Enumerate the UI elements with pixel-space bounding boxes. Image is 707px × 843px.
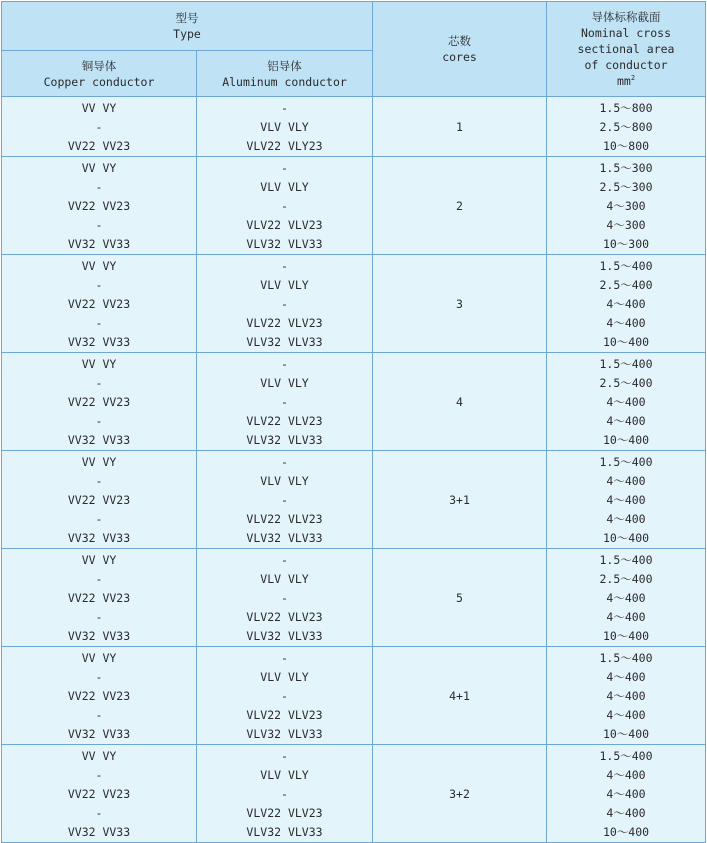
copper-type-cell-line: VV22 VV23 <box>67 199 131 213</box>
aluminum-type-cell-line: VLV VLY <box>260 572 309 586</box>
copper-type-cell <box>2 157 197 255</box>
copper-header <box>2 51 197 97</box>
copper-type-cell-line: VV32 VV33 <box>67 237 131 251</box>
copper-type-cell-line: VV22 VV23 <box>67 139 131 153</box>
copper-type-cell-line: VV22 VV23 <box>67 493 131 507</box>
copper-type-cell <box>2 353 197 451</box>
copper-type-cell <box>2 97 197 157</box>
copper-type-cell-line: - <box>95 414 103 428</box>
aluminum-type-cell-line: - <box>281 199 288 213</box>
copper-type-cell-line: VV VY <box>81 357 117 371</box>
copper-type-cell-line: - <box>95 376 103 390</box>
aluminum-type-cell <box>197 353 373 451</box>
copper-type-cell-line: - <box>95 512 103 526</box>
area-unit-superscript: 2 <box>630 74 636 82</box>
cable-spec-table <box>1 1 706 843</box>
aluminum-type-cell-line: VLV32 VLV33 <box>246 727 323 741</box>
copper-type-cell-line: VV32 VV33 <box>67 531 131 545</box>
area-range-cell <box>547 745 706 843</box>
area-range-cell-line: 4～400 <box>606 787 646 801</box>
aluminum-type-cell-line: VLV VLY <box>260 278 309 292</box>
copper-type-cell-lines <box>2 255 196 352</box>
cores-cell: 3 <box>373 255 547 353</box>
area-range-cell-line: 2.5～400 <box>599 278 653 292</box>
cores-header-zh: 芯数 <box>448 34 472 48</box>
aluminum-type-cell-line: VLV VLY <box>260 376 309 390</box>
area-range-cell-line: 4～400 <box>606 708 646 722</box>
aluminum-type-cell-lines <box>197 647 372 744</box>
aluminum-type-cell <box>197 549 373 647</box>
area-header <box>547 2 706 97</box>
copper-type-cell-line: - <box>95 806 103 820</box>
aluminum-type-cell-line: VLV32 VLV33 <box>246 237 323 251</box>
area-range-cell-line: 1.5～400 <box>599 357 653 371</box>
area-range-cell-lines <box>547 157 705 254</box>
copper-type-cell-line: VV VY <box>81 101 117 115</box>
copper-type-cell-line: VV VY <box>81 553 117 567</box>
area-range-cell-line: 10～400 <box>602 335 650 349</box>
aluminum-type-cell-line: - <box>281 259 288 273</box>
table-body <box>2 97 706 843</box>
area-header-en-3: of conductor <box>584 58 668 72</box>
copper-type-cell-line: VV22 VV23 <box>67 787 131 801</box>
aluminum-type-cell-line: VLV VLY <box>260 474 309 488</box>
area-range-cell-line: 4～400 <box>606 316 646 330</box>
copper-type-cell <box>2 255 197 353</box>
area-range-cell-line: 4～300 <box>606 199 646 213</box>
type-header-zh: 型号 <box>175 11 199 25</box>
copper-type-cell-lines <box>2 353 196 450</box>
copper-header-zh: 铜导体 <box>81 58 117 73</box>
copper-type-cell-line: - <box>95 708 103 722</box>
copper-type-cell-line: VV32 VV33 <box>67 433 131 447</box>
area-range-cell-lines <box>547 451 705 548</box>
area-range-cell-line: 4～400 <box>606 806 646 820</box>
table-row <box>2 451 706 549</box>
area-range-cell <box>547 157 706 255</box>
aluminum-type-cell-line: VLV VLY <box>260 670 309 684</box>
aluminum-type-cell-line: - <box>281 357 288 371</box>
area-range-cell-lines <box>547 255 705 352</box>
area-range-cell-lines <box>547 745 705 842</box>
aluminum-type-cell-lines <box>197 97 372 156</box>
cores-header <box>373 2 547 97</box>
cores-cell: 4+1 <box>373 647 547 745</box>
aluminum-type-cell <box>197 157 373 255</box>
aluminum-type-cell-line: - <box>281 161 288 175</box>
area-range-cell-line: 4～400 <box>606 414 646 428</box>
copper-type-cell-line: VV22 VV23 <box>67 395 131 409</box>
area-range-cell-line: 1.5～300 <box>599 161 653 175</box>
aluminum-type-cell-lines <box>197 549 372 646</box>
aluminum-type-cell-line: - <box>281 787 288 801</box>
copper-header-en: Copper conductor <box>43 74 155 89</box>
aluminum-type-cell-line: - <box>281 553 288 567</box>
aluminum-type-cell-line: VLV22 VLV23 <box>246 218 323 232</box>
aluminum-type-cell-line: VLV VLY <box>260 120 309 134</box>
area-range-cell-line: 10～400 <box>602 727 650 741</box>
cores-cell: 1 <box>373 97 547 157</box>
copper-type-cell-line: - <box>95 120 103 134</box>
area-range-cell-line: 4～400 <box>606 768 646 782</box>
cores-cell: 3+1 <box>373 451 547 549</box>
area-range-cell-line: 2.5～400 <box>599 572 653 586</box>
aluminum-type-cell-line: VLV22 VLV23 <box>246 512 323 526</box>
table-row <box>2 255 706 353</box>
aluminum-type-cell-line: - <box>281 297 288 311</box>
copper-type-cell <box>2 745 197 843</box>
table-header <box>2 2 706 97</box>
area-range-cell-line: 10～400 <box>602 433 650 447</box>
area-range-cell-lines <box>547 647 705 744</box>
copper-type-cell-line: - <box>95 610 103 624</box>
area-range-cell-line: 2.5～800 <box>599 120 653 134</box>
aluminum-type-cell <box>197 255 373 353</box>
area-range-cell-line: 1.5～800 <box>599 101 653 115</box>
aluminum-type-cell-line: VLV22 VLV23 <box>246 806 323 820</box>
aluminum-type-cell <box>197 647 373 745</box>
copper-type-cell <box>2 451 197 549</box>
area-range-cell <box>547 353 706 451</box>
copper-type-cell-line: - <box>95 278 103 292</box>
area-range-cell-line: 4～400 <box>606 689 646 703</box>
area-range-cell <box>547 549 706 647</box>
table-row <box>2 97 706 157</box>
area-range-cell-line: 4～400 <box>606 395 646 409</box>
copper-type-cell-lines <box>2 451 196 548</box>
area-range-cell-line: 4～400 <box>606 610 646 624</box>
area-range-cell <box>547 97 706 157</box>
copper-type-cell <box>2 647 197 745</box>
aluminum-type-cell-line: - <box>281 749 288 763</box>
aluminum-type-cell-line: VLV22 VLV23 <box>246 610 323 624</box>
area-range-cell-line: 10～400 <box>602 825 650 839</box>
table-row <box>2 353 706 451</box>
copper-type-cell-line: VV VY <box>81 259 117 273</box>
area-range-cell-line: 10～800 <box>602 139 650 153</box>
aluminum-type-cell-line: VLV VLY <box>260 768 309 782</box>
copper-type-cell-line: VV32 VV33 <box>67 727 131 741</box>
copper-type-cell-lines <box>2 647 196 744</box>
area-range-cell-line: 1.5～400 <box>599 749 653 763</box>
area-range-cell-line: 4～400 <box>606 474 646 488</box>
aluminum-type-cell-line: VLV22 VLY23 <box>246 139 323 153</box>
area-range-cell-lines <box>547 353 705 450</box>
area-range-cell-line: 10～300 <box>602 237 650 251</box>
copper-type-cell-line: VV VY <box>81 651 117 665</box>
aluminum-type-cell <box>197 451 373 549</box>
area-range-cell-line: 10～400 <box>602 629 650 643</box>
table-row <box>2 549 706 647</box>
area-range-cell-line: 2.5～300 <box>599 180 653 194</box>
area-header-en-2: sectional area <box>577 42 675 56</box>
aluminum-type-cell-line: - <box>281 101 288 115</box>
aluminum-type-cell-line: VLV22 VLV23 <box>246 316 323 330</box>
copper-type-cell-line: VV32 VV33 <box>67 335 131 349</box>
aluminum-type-cell-line: - <box>281 455 288 469</box>
aluminum-type-cell <box>197 745 373 843</box>
area-range-cell-line: 1.5～400 <box>599 553 653 567</box>
area-range-cell-line: 1.5～400 <box>599 259 653 273</box>
aluminum-type-cell-line: VLV32 VLV33 <box>246 629 323 643</box>
table-row <box>2 745 706 843</box>
area-header-zh: 导体标称截面 <box>591 10 661 24</box>
aluminum-type-cell-lines <box>197 451 372 548</box>
type-header-en: Type <box>173 27 201 41</box>
area-range-cell-line: 4～400 <box>606 493 646 507</box>
copper-type-cell-line: - <box>95 474 103 488</box>
aluminum-type-cell-line: VLV22 VLV23 <box>246 414 323 428</box>
area-range-cell-line: 2.5～400 <box>599 376 653 390</box>
aluminum-type-cell-line: VLV32 VLV33 <box>246 433 323 447</box>
aluminum-type-cell-line: - <box>281 493 288 507</box>
area-range-cell-line: 4～300 <box>606 218 646 232</box>
cores-cell: 2 <box>373 157 547 255</box>
copper-type-cell <box>2 549 197 647</box>
type-header <box>2 2 373 51</box>
area-unit-text: mm <box>616 74 631 88</box>
area-header-en-1: Nominal cross <box>581 26 672 40</box>
copper-type-cell-line: - <box>95 572 103 586</box>
area-range-cell-line: 1.5～400 <box>599 455 653 469</box>
copper-type-cell-line: VV22 VV23 <box>67 689 131 703</box>
aluminum-type-cell-line: - <box>281 395 288 409</box>
area-range-cell <box>547 255 706 353</box>
cores-header-en: cores <box>442 50 477 64</box>
area-range-cell <box>547 647 706 745</box>
area-range-cell-lines <box>547 97 705 156</box>
aluminum-type-cell-line: - <box>281 651 288 665</box>
copper-type-cell-line: VV22 VV23 <box>67 591 131 605</box>
area-range-cell-line: 4～400 <box>606 297 646 311</box>
area-range-cell <box>547 451 706 549</box>
area-range-cell-line: 10～400 <box>602 531 650 545</box>
table-row <box>2 647 706 745</box>
copper-type-cell-line: - <box>95 180 103 194</box>
copper-type-cell-line: VV32 VV33 <box>67 825 131 839</box>
aluminum-type-cell-lines <box>197 255 372 352</box>
area-header-unit <box>547 73 705 89</box>
area-range-cell-line: 1.5～400 <box>599 651 653 665</box>
copper-type-cell-line: VV VY <box>81 161 117 175</box>
copper-type-cell-line: VV32 VV33 <box>67 629 131 643</box>
aluminum-type-cell <box>197 97 373 157</box>
area-range-cell-lines <box>547 549 705 646</box>
cores-cell: 3+2 <box>373 745 547 843</box>
copper-type-cell-line: - <box>95 316 103 330</box>
copper-type-cell-lines <box>2 157 196 254</box>
area-range-cell-line: 4～400 <box>606 512 646 526</box>
aluminum-type-cell-line: - <box>281 591 288 605</box>
aluminum-type-cell-lines <box>197 745 372 842</box>
area-range-cell-line: 4～400 <box>606 591 646 605</box>
cores-cell: 4 <box>373 353 547 451</box>
copper-type-cell-line: VV VY <box>81 749 117 763</box>
aluminum-type-cell-line: VLV32 VLV33 <box>246 531 323 545</box>
area-range-cell-line: 4～400 <box>606 670 646 684</box>
aluminum-type-cell-line: - <box>281 689 288 703</box>
copper-type-cell-lines <box>2 97 196 156</box>
table-row <box>2 157 706 255</box>
aluminum-type-cell-line: VLV22 VLV23 <box>246 708 323 722</box>
copper-type-cell-lines <box>2 549 196 646</box>
aluminum-header-zh: 铝导体 <box>267 58 302 73</box>
aluminum-header <box>197 51 373 97</box>
aluminum-type-cell-lines <box>197 353 372 450</box>
aluminum-type-cell-line: VLV32 VLV33 <box>246 825 323 839</box>
aluminum-type-cell-lines <box>197 157 372 254</box>
aluminum-type-cell-line: VLV32 VLV33 <box>246 335 323 349</box>
copper-type-cell-line: - <box>95 768 103 782</box>
copper-type-cell-line: VV VY <box>81 455 117 469</box>
aluminum-header-en: Aluminum conductor <box>222 74 347 89</box>
aluminum-type-cell-line: VLV VLY <box>260 180 309 194</box>
copper-type-cell-line: - <box>95 670 103 684</box>
copper-type-cell-line: VV22 VV23 <box>67 297 131 311</box>
copper-type-cell-lines <box>2 745 196 842</box>
copper-type-cell-line: - <box>95 218 103 232</box>
cores-cell: 5 <box>373 549 547 647</box>
